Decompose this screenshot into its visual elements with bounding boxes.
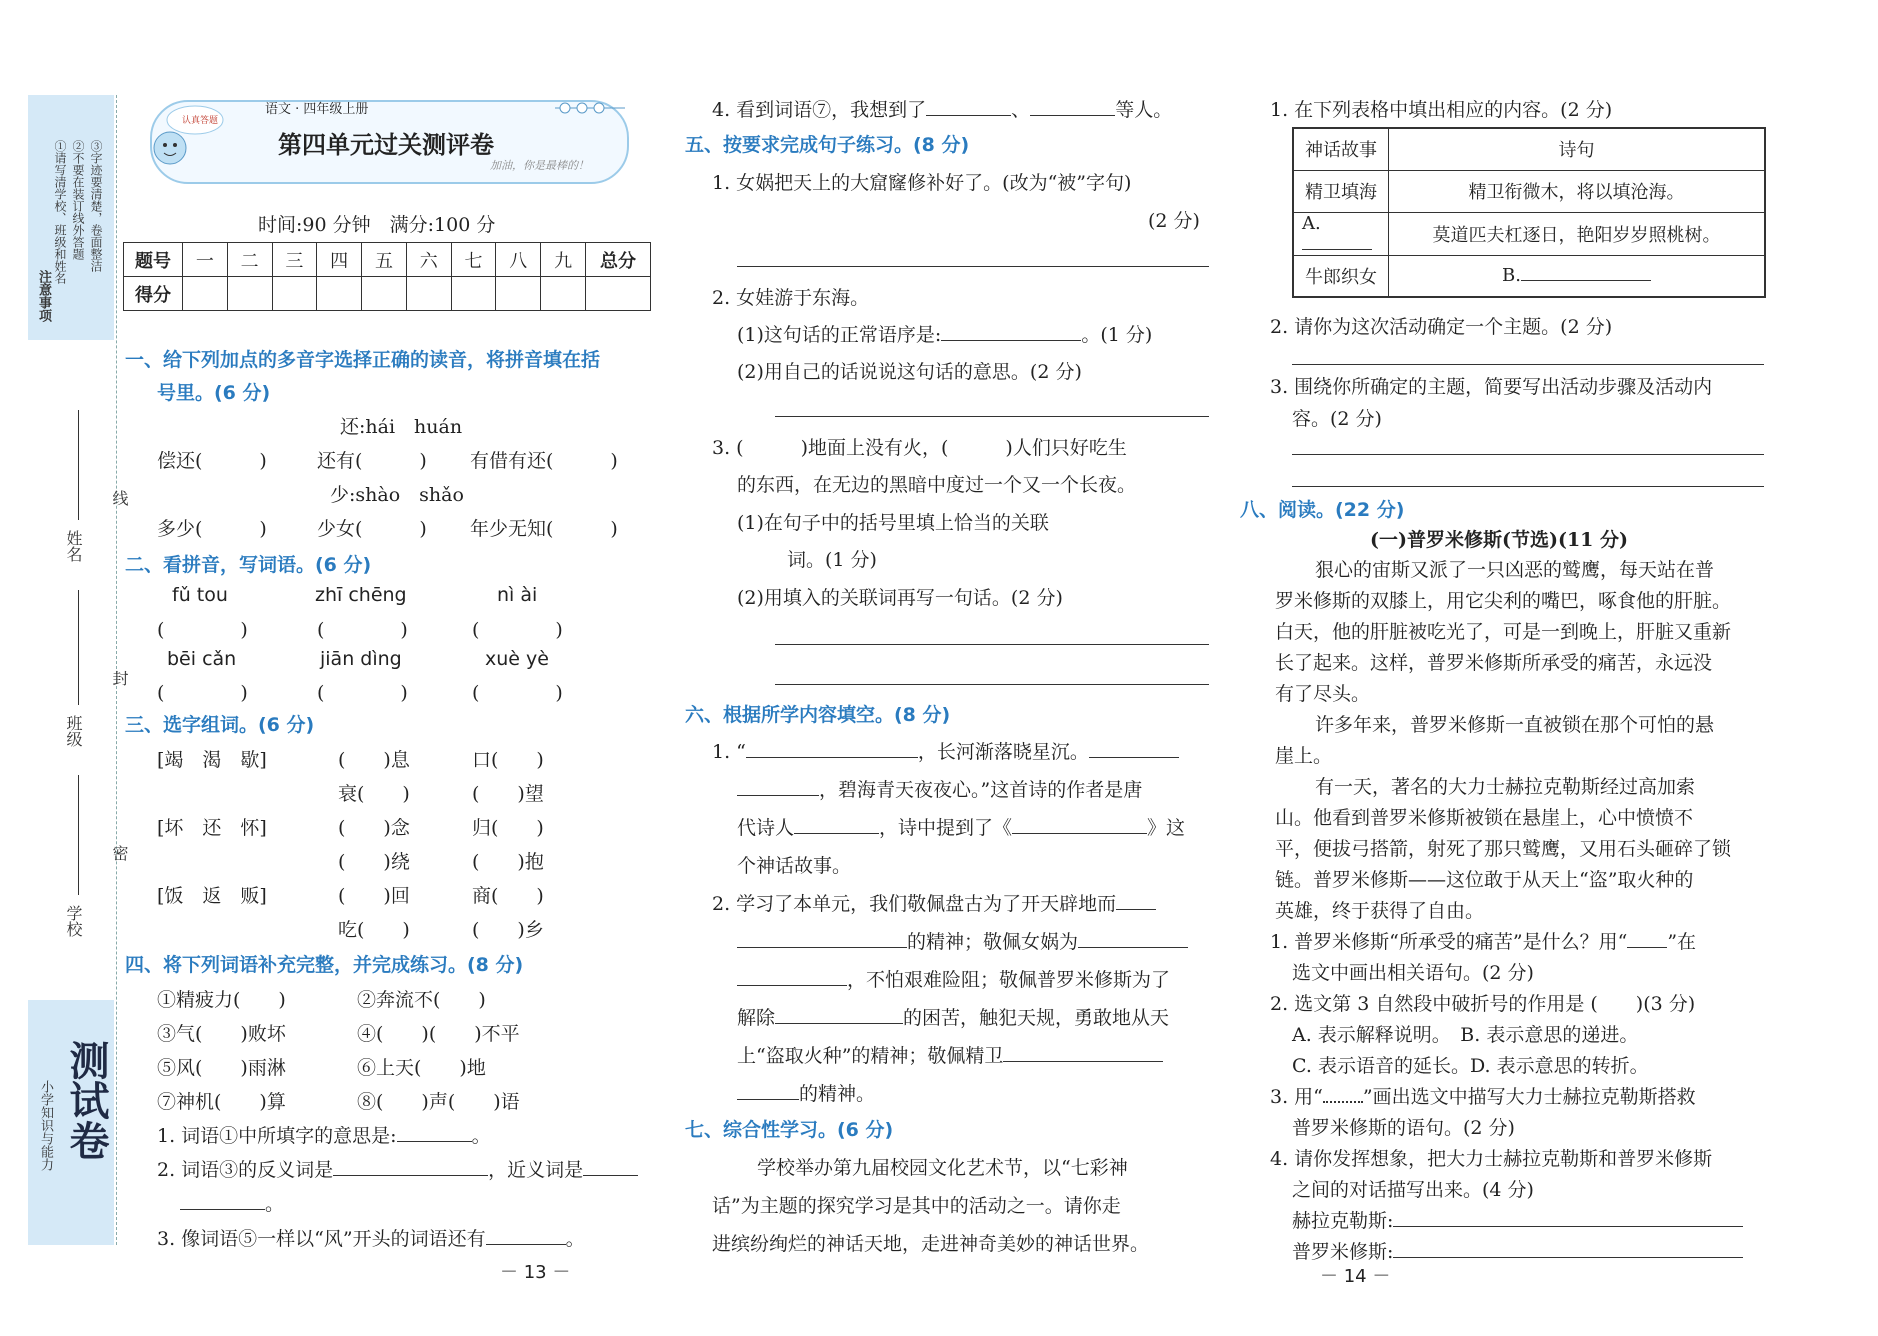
wavy-underline-sample: [1323, 1101, 1363, 1103]
s1-item[interactable]: 偿还( ): [157, 450, 267, 472]
s1-item[interactable]: 有借有还( ): [470, 450, 618, 472]
answer-blank[interactable]: [1003, 1061, 1163, 1062]
score-col: 五: [362, 243, 407, 277]
s4-item[interactable]: ②奔流不( ): [357, 989, 486, 1011]
answer-blank[interactable]: [737, 1099, 799, 1100]
binding-label-feng: 封: [110, 670, 129, 686]
myth-table: [1292, 127, 1766, 298]
s5-question-3-2: (2)用填入的关联词再写一句话。(2 分): [737, 587, 1063, 609]
score-cell[interactable]: [272, 277, 317, 311]
answer-paren[interactable]: ( ): [472, 682, 563, 704]
pinyin: jiān dìng: [320, 648, 402, 670]
pinyin: bēi cǎn: [167, 648, 237, 670]
note-1: ①请写清学校、班级和姓名: [53, 140, 67, 284]
reading-question-4: 4. 请你发挥想象，把大力士赫拉克勒斯和普罗米修斯: [1270, 1148, 1713, 1170]
score-col-head: 题号: [124, 243, 183, 277]
time-info: 时间:90 分钟 满分:100 分: [258, 214, 496, 236]
answer-blank[interactable]: [746, 757, 918, 758]
passage-line: 白天，他的肝脏被吃光了，可是一到晚上，肝脏又重新: [1275, 621, 1732, 643]
passage-line: 许多年来，普罗米修斯一直被锁在那个可怕的悬: [1315, 714, 1715, 736]
s3-item[interactable]: ( )抱: [472, 851, 544, 873]
char-group: [坏 还 怀]: [157, 817, 267, 839]
s6-question-1-line3: 代诗人 ，诗中提到了《 》这: [737, 817, 1186, 839]
pinyin: zhī chēng: [315, 584, 407, 606]
s6-question-2-line2: 的精神；敬佩女娲为: [737, 927, 1188, 954]
answer-blank[interactable]: [1012, 833, 1147, 834]
answer-blank[interactable]: [1116, 909, 1156, 910]
s3-item[interactable]: ( )望: [472, 783, 544, 805]
answer-line[interactable]: [775, 416, 1209, 417]
score-col: 九: [541, 243, 586, 277]
s7-question-3: 3. 围绕你所确定的主题，简要写出活动步骤及活动内: [1270, 376, 1713, 398]
answer-blank[interactable]: [926, 115, 1011, 116]
s5-question-3-1: (1)在句子中的括号里填上恰当的关联: [737, 512, 1049, 534]
reading-question-1-cont: 选文中画出相关语句。(2 分): [1292, 962, 1534, 984]
answer-paren[interactable]: ( ): [157, 682, 248, 704]
myth-cell-b[interactable]: B.: [1389, 255, 1766, 297]
slogan: 加油，你是最棒的！: [490, 159, 589, 172]
s3-item[interactable]: 衰( ): [338, 783, 410, 805]
myth-cell: 精卫填海: [1293, 170, 1389, 212]
myth-cell: 精卫衔微木，将以填沧海。: [1389, 170, 1766, 212]
name-field[interactable]: [78, 410, 79, 520]
school-field[interactable]: [78, 775, 79, 895]
pinyin: xuè yè: [485, 648, 549, 670]
answer-blank[interactable]: [1521, 280, 1651, 281]
reading-option-ab[interactable]: A. 表示解释说明。 B. 表示意思的递进。: [1292, 1024, 1639, 1046]
brand-title: 测试卷: [63, 1040, 109, 1160]
s1-item[interactable]: 年少无知( ): [470, 518, 618, 540]
s4-question-2-cont: 。: [180, 1189, 284, 1216]
section-1-title-cont: 号里。(6 分): [157, 382, 271, 404]
class-field[interactable]: [78, 590, 79, 705]
s3-item[interactable]: ( )念: [338, 817, 410, 839]
s7-question-3-cont: 容。(2 分): [1292, 408, 1382, 430]
answer-blank[interactable]: [737, 795, 819, 796]
s5-question-1: 1. 女娲把天上的大窟窿修补好了。(改为“被”字句): [712, 172, 1132, 194]
s4-question-3: 3. 像词语⑤一样以“风”开头的词语还有 。: [157, 1228, 585, 1250]
note-2: ②不要在装订线外答题: [71, 140, 85, 260]
answer-blank[interactable]: [794, 833, 879, 834]
s6-question-2: 2. 学习了本单元，我们敬佩盘古为了开天辟地而: [712, 889, 1156, 916]
answer-blank[interactable]: [486, 1244, 566, 1245]
dialogue-heracles: 赫拉克勒斯:: [1292, 1206, 1743, 1233]
myth-cell-a[interactable]: A.: [1293, 212, 1389, 255]
s1-item[interactable]: 少女( ): [317, 518, 427, 540]
answer-blank[interactable]: [180, 1209, 265, 1210]
name-label: 姓名: [64, 530, 83, 562]
answer-line[interactable]: [1292, 454, 1764, 455]
score-cell[interactable]: [406, 277, 451, 311]
answer-blank[interactable]: [737, 985, 847, 986]
passage-line: 链。普罗米修斯——这位敢于从天上“盗”取火种的: [1275, 869, 1694, 891]
subject-label: 语文 · 四年级上册: [265, 102, 369, 117]
s5-question-3-1-cont: 词。(1 分): [787, 549, 877, 571]
answer-line[interactable]: [775, 684, 1209, 685]
s6-question-2-line3: ，不怕艰难险阻；敬佩普罗米修斯为了: [737, 965, 1170, 992]
reading-question-3-cont: 普罗米修斯的语句。(2 分): [1292, 1117, 1515, 1139]
pinyin: nì ài: [497, 584, 538, 606]
answer-blank[interactable]: [1089, 757, 1179, 758]
pinyin: fǔ tou: [172, 584, 228, 606]
school-label: 学校: [64, 905, 83, 937]
answer-paren[interactable]: ( ): [472, 619, 563, 641]
s1-item[interactable]: 还有( ): [317, 450, 427, 472]
s6-question-2-line5: 上“盗取火种”的精神；敬佩精卫: [737, 1041, 1163, 1068]
reading-question-1: 1. 普罗米修斯“所承受的痛苦”是什么？用“ ”在: [1270, 931, 1697, 953]
answer-blank[interactable]: [1030, 115, 1115, 116]
mascot-icon: [140, 98, 230, 178]
notes-title: 注意事项: [36, 270, 51, 322]
binding-label-xian: 线: [110, 490, 129, 506]
dialogue-prometheus: 普罗米修斯:: [1292, 1237, 1743, 1264]
passage-line: 英雄，终于获得了自由。: [1275, 900, 1485, 922]
char-group: [竭 渴 歇]: [157, 749, 267, 771]
answer-line[interactable]: [737, 266, 1209, 267]
s3-item[interactable]: 吃( ): [338, 919, 410, 941]
answer-blank[interactable]: [1302, 249, 1372, 250]
answer-paren[interactable]: ( ): [157, 619, 248, 641]
mascot-bubble-text: 认真答题: [182, 116, 219, 126]
s1-item[interactable]: 多少( ): [157, 518, 267, 540]
s4-item[interactable]: ⑦神机( )算: [157, 1091, 286, 1113]
section-6-title: 六、根据所学内容填空。(8 分): [685, 704, 951, 726]
answer-line[interactable]: [1292, 486, 1764, 487]
s7-question-2: 2. 请你为这次活动确定一个主题。(2 分): [1270, 316, 1613, 338]
score-col: 七: [451, 243, 496, 277]
section-2-title: 二、看拼音，写词语。(6 分): [125, 554, 372, 576]
score-row-label: 得分: [124, 277, 183, 311]
section-4-title: 四、将下列词语补充完整，并完成练习。(8 分): [125, 954, 524, 976]
s3-item[interactable]: ( )息: [338, 749, 410, 771]
score-cell[interactable]: [227, 277, 272, 311]
s5-question-2-1: (1)这句话的正常语序是: 。(1 分): [737, 324, 1153, 346]
answer-blank[interactable]: [333, 1175, 488, 1176]
answer-blank[interactable]: [397, 1141, 472, 1142]
score-cell[interactable]: [586, 277, 651, 311]
answer-blank[interactable]: [1393, 1257, 1743, 1258]
s7-paragraph-2: 话”为主题的探究学习是其中的活动之一。请你走: [712, 1195, 1121, 1217]
class-label: 班级: [64, 715, 83, 747]
s7-paragraph-3: 进缤纷绚烂的神话天地，走进神奇美妙的神话世界。: [712, 1233, 1150, 1255]
s5-question-1-score: (2 分): [1148, 210, 1200, 232]
reading-option-cd[interactable]: C. 表示语音的延长。D. 表示意思的转折。: [1292, 1055, 1649, 1077]
answer-blank[interactable]: [1393, 1226, 1743, 1227]
score-col: 四: [317, 243, 362, 277]
section-5-title: 五、按要求完成句子练习。(8 分): [685, 134, 970, 156]
s3-item[interactable]: ( )乡: [472, 919, 544, 941]
s7-paragraph-1: 学校举办第九届校园文化艺术节，以“七彩神: [757, 1157, 1128, 1179]
passage-line: 有一天，著名的大力士赫拉克勒斯经过高加索: [1315, 776, 1696, 798]
score-col: 一: [183, 243, 228, 277]
polyphone-huan: 还:hái huán: [340, 416, 463, 438]
s5-question-2: 2. 女娃游于东海。: [712, 287, 870, 309]
answer-paren[interactable]: ( ): [317, 619, 408, 641]
passage-line: 有了尽头。: [1275, 683, 1371, 705]
score-col-total: 总分: [586, 243, 651, 277]
passage-line: 平，便拔弓搭箭，射死了那只鹫鹰，又用石头砸碎了锁: [1275, 838, 1732, 860]
s6-question-1-line2: ，碧海青天夜夜心。”这首诗的作者是唐: [737, 775, 1142, 802]
s6-question-1: 1. “ ，长河渐落晓星沉。: [712, 737, 1179, 764]
s7-question-1: 1. 在下列表格中填出相应的内容。(2 分): [1270, 99, 1613, 121]
page-number-right: － 14 －: [1320, 1266, 1391, 1287]
myth-table-head: 神话故事: [1293, 128, 1389, 170]
s6-question-1-line4: 个神话故事。: [737, 855, 852, 877]
section-3-title: 三、选字组词。(6 分): [125, 714, 315, 736]
s5-question-2-2: (2)用自己的话说说这句话的意思。(2 分): [737, 361, 1082, 383]
s5-question-3: 3. ( )地面上没有火，( )人们只好吃生: [712, 437, 1127, 459]
score-cell[interactable]: [362, 277, 407, 311]
score-col: 二: [227, 243, 272, 277]
score-cell[interactable]: [317, 277, 362, 311]
header-dots-icon: [555, 98, 625, 112]
score-cell[interactable]: [183, 277, 228, 311]
s3-item[interactable]: ( )回: [338, 885, 410, 907]
s4-question-4: 4. 看到词语⑦，我想到了 、 等人。: [712, 99, 1173, 121]
passage-line: 崖上。: [1275, 745, 1333, 767]
char-group: [饭 返 贩]: [157, 885, 267, 907]
score-cell[interactable]: [496, 277, 541, 311]
answer-blank[interactable]: [1078, 947, 1188, 948]
page-title: 第四单元过关测评卷: [278, 131, 494, 159]
s6-question-2-line4: 解除 的困苦，触犯天规，勇敢地从天: [737, 1007, 1170, 1029]
brand-small: 小学知识与能力: [38, 1080, 53, 1171]
page-number-left: － 13 －: [500, 1262, 571, 1283]
myth-table-head: 诗句: [1389, 128, 1766, 170]
s4-item[interactable]: ⑥上天( )地: [357, 1057, 486, 1079]
s4-item[interactable]: ⑧( )声( )语: [357, 1091, 520, 1113]
answer-paren[interactable]: ( ): [317, 682, 408, 704]
passage-line: 长了起来。这样，普罗米修斯所承受的痛苦，永远没: [1275, 652, 1713, 674]
s3-item[interactable]: 商( ): [472, 885, 544, 907]
myth-cell: 牛郎织女: [1293, 255, 1389, 297]
score-cell[interactable]: [541, 277, 586, 311]
answer-line[interactable]: [775, 644, 1209, 645]
answer-line[interactable]: [1292, 364, 1764, 365]
s4-item[interactable]: ⑤风( )雨淋: [157, 1057, 286, 1079]
passage-line: 罗米修斯的双膝上，用它尖利的嘴巴，啄食他的肝脏。: [1275, 590, 1732, 612]
s6-question-2-line6: 的精神。: [737, 1079, 875, 1106]
score-cell[interactable]: [451, 277, 496, 311]
s4-item[interactable]: ③气( )败坏: [157, 1023, 286, 1045]
myth-cell: 莫道匹夫杠逐日，艳阳岁岁照桃树。: [1389, 212, 1766, 255]
score-table: [123, 242, 651, 311]
s4-question-1: 1. 词语①中所填字的意思是: 。: [157, 1125, 491, 1147]
reading-question-2: 2. 选文第 3 自然段中破折号的作用是 ( )(3 分): [1270, 993, 1696, 1015]
answer-blank[interactable]: [775, 1023, 903, 1024]
reading-title: (一)普罗米修斯(节选)(11 分): [1370, 529, 1628, 551]
score-col: 六: [406, 243, 451, 277]
s5-question-3-cont: 的东西，在无边的黑暗中度过一个又一个长夜。: [737, 474, 1137, 496]
section-8-title: 八、阅读。(22 分): [1240, 499, 1405, 521]
score-col: 八: [496, 243, 541, 277]
reading-question-3: 3. 用“ ”画出选文中描写大力士赫拉克勒斯搭救: [1270, 1086, 1696, 1108]
s3-item[interactable]: 归( ): [472, 817, 544, 839]
s3-item[interactable]: ( )绕: [338, 851, 410, 873]
section-7-title: 七、综合性学习。(6 分): [685, 1119, 894, 1141]
passage-line: 山。他看到普罗米修斯被锁在悬崖上，心中愤愤不: [1275, 807, 1694, 829]
passage-line: 狠心的宙斯又派了一只凶恶的鹫鹰，每天站在普: [1315, 559, 1715, 581]
underline-sample: [1627, 947, 1667, 948]
s4-item[interactable]: ①精疲力( ): [157, 989, 286, 1011]
score-col: 三: [272, 243, 317, 277]
section-1-title: 一、给下列加点的多音字选择正确的读音，将拼音填在括: [125, 349, 601, 371]
answer-blank[interactable]: [583, 1175, 638, 1176]
s4-item[interactable]: ④( )( )不平: [357, 1023, 520, 1045]
polyphone-shao: 少:shào shǎo: [330, 484, 464, 506]
answer-blank[interactable]: [737, 947, 907, 948]
note-3: ③字迹要清楚，卷面整洁: [89, 140, 103, 272]
reading-question-4-cont: 之间的对话描写出来。(4 分): [1292, 1179, 1534, 1201]
s3-item[interactable]: 口( ): [472, 749, 544, 771]
binding-label-mi: 密: [110, 845, 129, 861]
answer-blank[interactable]: [941, 340, 1081, 341]
s4-question-2: 2. 词语③的反义词是 ，近义词是: [157, 1155, 638, 1182]
